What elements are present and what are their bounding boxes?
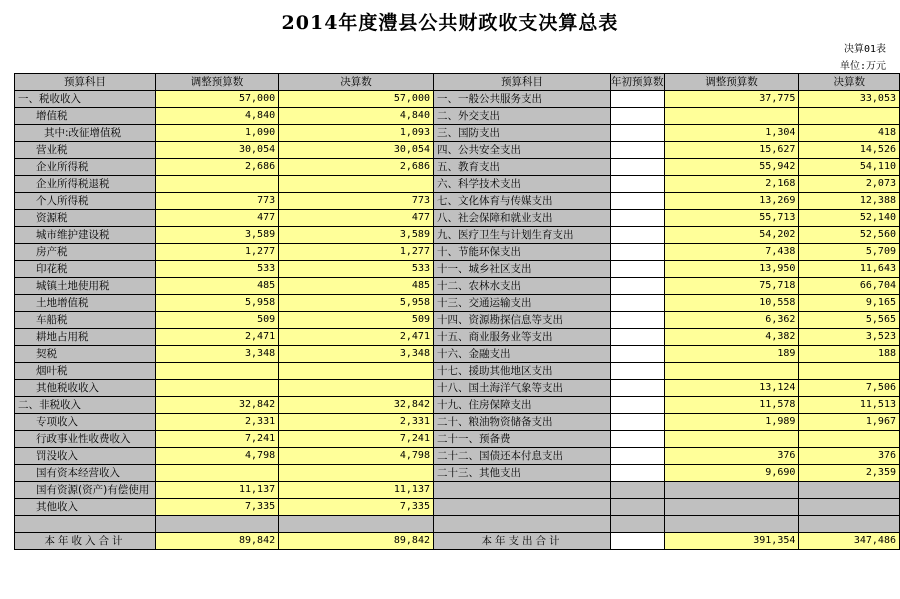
expense-initial [611, 465, 665, 482]
income-adjusted: 509 [155, 312, 278, 329]
expense-final: 11,643 [799, 261, 900, 278]
expense-final: 2,073 [799, 176, 900, 193]
expense-final: 418 [799, 125, 900, 142]
expense-adjusted: 11,578 [664, 397, 799, 414]
expense-item: 五、教育支出 [433, 159, 610, 176]
expense-initial [611, 176, 665, 193]
table-row [15, 346, 900, 363]
unit-label: 单位:万元 [839, 61, 886, 72]
expense-final: 12,388 [799, 193, 900, 210]
income-adjusted: 30,054 [155, 142, 278, 159]
expense-initial [611, 397, 665, 414]
table-row [15, 261, 900, 278]
expense-total-adjusted: 391,354 [664, 533, 799, 550]
header-income-final: 决算数 [279, 74, 434, 91]
income-adjusted: 485 [155, 278, 278, 295]
header-row [15, 74, 900, 91]
income-adjusted: 1,277 [155, 244, 278, 261]
expense-adjusted: 2,168 [664, 176, 799, 193]
income-adjusted: 533 [155, 261, 278, 278]
header-expense-item: 预算科目 [433, 74, 610, 91]
expense-final: 5,565 [799, 312, 900, 329]
expense-initial [611, 312, 665, 329]
income-adjusted [155, 465, 278, 482]
income-item: 耕地占用税 [15, 329, 156, 346]
income-final: 4,840 [279, 108, 434, 125]
income-adjusted: 3,348 [155, 346, 278, 363]
expense-item: 三、国防支出 [433, 125, 610, 142]
expense-final [799, 363, 900, 380]
income-final: 32,842 [279, 397, 434, 414]
table-row [15, 329, 900, 346]
income-item: 企业所得税退税 [15, 176, 156, 193]
expense-item: 十四、资源勘探信息等支出 [433, 312, 610, 329]
expense-initial [611, 346, 665, 363]
table-row [15, 482, 900, 499]
expense-item [433, 482, 610, 499]
income-adjusted: 4,798 [155, 448, 278, 465]
expense-adjusted: 55,942 [664, 159, 799, 176]
table-row [15, 431, 900, 448]
income-adjusted: 477 [155, 210, 278, 227]
income-adjusted [155, 380, 278, 397]
income-total-adjusted: 89,842 [155, 533, 278, 550]
expense-adjusted: 15,627 [664, 142, 799, 159]
expense-adjusted [664, 363, 799, 380]
income-item: 房产税 [15, 244, 156, 261]
expense-adjusted: 75,718 [664, 278, 799, 295]
header-expense-initial: 年初预算数 [611, 74, 665, 91]
expense-initial [611, 244, 665, 261]
table-row [15, 91, 900, 108]
income-item: 国有资源(资产)有偿使用 [15, 482, 156, 499]
income-item: 城市维护建设税 [15, 227, 156, 244]
expense-item: 十五、商业服务业等支出 [433, 329, 610, 346]
table-row [15, 176, 900, 193]
expense-initial [611, 159, 665, 176]
expense-adjusted: 54,202 [664, 227, 799, 244]
income-item: 国有资本经营收入 [15, 465, 156, 482]
expense-total-initial [611, 533, 665, 550]
expense-item: 十二、农林水支出 [433, 278, 610, 295]
table-row [15, 499, 900, 516]
expense-final: 9,165 [799, 295, 900, 312]
expense-adjusted: 55,713 [664, 210, 799, 227]
income-final: 7,241 [279, 431, 434, 448]
table-number: 决算01表 [843, 44, 886, 55]
expense-item: 十九、住房保障支出 [433, 397, 610, 414]
expense-adjusted: 13,269 [664, 193, 799, 210]
expense-item: 十一、城乡社区支出 [433, 261, 610, 278]
income-item: 其他税收收入 [15, 380, 156, 397]
expense-initial [611, 329, 665, 346]
expense-initial [611, 482, 665, 499]
table-row [15, 448, 900, 465]
expense-item [433, 499, 610, 516]
expense-adjusted [664, 431, 799, 448]
expense-initial [611, 380, 665, 397]
income-item: 营业税 [15, 142, 156, 159]
income-adjusted [155, 176, 278, 193]
expense-adjusted: 1,304 [664, 125, 799, 142]
expense-final: 52,560 [799, 227, 900, 244]
expense-item: 四、公共安全支出 [433, 142, 610, 159]
table-row [15, 312, 900, 329]
expense-adjusted [664, 108, 799, 125]
expense-item: 十、节能环保支出 [433, 244, 610, 261]
table-row [15, 516, 900, 533]
expense-initial [611, 227, 665, 244]
table-row [15, 244, 900, 261]
income-item: 个人所得税 [15, 193, 156, 210]
income-adjusted: 2,686 [155, 159, 278, 176]
expense-initial [611, 278, 665, 295]
income-adjusted: 11,137 [155, 482, 278, 499]
expense-initial [611, 108, 665, 125]
expense-item: 十七、援助其他地区支出 [433, 363, 610, 380]
expense-item: 十八、国土海洋气象等支出 [433, 380, 610, 397]
expense-item: 二十三、其他支出 [433, 465, 610, 482]
expense-final: 33,053 [799, 91, 900, 108]
expense-total-final: 347,486 [799, 533, 900, 550]
expense-initial [611, 210, 665, 227]
expense-final [799, 499, 900, 516]
income-final: 2,471 [279, 329, 434, 346]
income-item: 印花税 [15, 261, 156, 278]
expense-initial [611, 431, 665, 448]
income-final: 4,798 [279, 448, 434, 465]
income-adjusted: 1,090 [155, 125, 278, 142]
expense-adjusted: 1,989 [664, 414, 799, 431]
income-final [279, 465, 434, 482]
expense-final: 3,523 [799, 329, 900, 346]
income-final [279, 176, 434, 193]
expense-initial [611, 516, 665, 533]
expense-item: 二、外交支出 [433, 108, 610, 125]
expense-adjusted: 13,124 [664, 380, 799, 397]
expense-final: 5,709 [799, 244, 900, 261]
income-final [279, 363, 434, 380]
income-final: 2,686 [279, 159, 434, 176]
expense-adjusted: 6,362 [664, 312, 799, 329]
expense-adjusted: 37,775 [664, 91, 799, 108]
expense-adjusted [664, 499, 799, 516]
income-total-label: 本年收入合计 [15, 533, 156, 550]
income-final: 30,054 [279, 142, 434, 159]
income-item: 行政事业性收费收入 [15, 431, 156, 448]
income-item: 二、非税收入 [15, 397, 156, 414]
table-row [15, 380, 900, 397]
income-final: 1,277 [279, 244, 434, 261]
income-final: 1,093 [279, 125, 434, 142]
expense-item: 九、医疗卫生与计划生育支出 [433, 227, 610, 244]
table-row [15, 227, 900, 244]
expense-adjusted: 4,382 [664, 329, 799, 346]
table-row [15, 159, 900, 176]
expense-final: 188 [799, 346, 900, 363]
expense-final [799, 431, 900, 448]
table-row [15, 397, 900, 414]
income-final: 11,137 [279, 482, 434, 499]
income-final: 7,335 [279, 499, 434, 516]
income-adjusted: 57,000 [155, 91, 278, 108]
expense-final [799, 516, 900, 533]
expense-adjusted [664, 482, 799, 499]
expense-final: 11,513 [799, 397, 900, 414]
table-row [15, 278, 900, 295]
income-item [15, 516, 156, 533]
expense-final: 54,110 [799, 159, 900, 176]
income-item: 一、税收收入 [15, 91, 156, 108]
expense-final: 66,704 [799, 278, 900, 295]
income-final [279, 380, 434, 397]
table-row [15, 193, 900, 210]
expense-initial [611, 142, 665, 159]
income-adjusted: 32,842 [155, 397, 278, 414]
expense-final [799, 482, 900, 499]
expense-adjusted: 10,558 [664, 295, 799, 312]
expense-adjusted: 376 [664, 448, 799, 465]
header-income-adjusted: 调整预算数 [155, 74, 278, 91]
income-item: 罚没收入 [15, 448, 156, 465]
expense-item: 二十一、预备费 [433, 431, 610, 448]
income-item: 契税 [15, 346, 156, 363]
expense-initial [611, 363, 665, 380]
income-final: 57,000 [279, 91, 434, 108]
income-adjusted: 2,331 [155, 414, 278, 431]
income-final: 477 [279, 210, 434, 227]
expense-initial [611, 91, 665, 108]
expense-item: 二十、粮油物资储备支出 [433, 414, 610, 431]
income-item: 烟叶税 [15, 363, 156, 380]
income-adjusted: 773 [155, 193, 278, 210]
expense-initial [611, 448, 665, 465]
table-row [15, 210, 900, 227]
expense-final: 1,967 [799, 414, 900, 431]
budget-table [14, 73, 900, 550]
income-adjusted: 7,335 [155, 499, 278, 516]
income-item: 企业所得税 [15, 159, 156, 176]
income-adjusted: 7,241 [155, 431, 278, 448]
income-item: 土地增值税 [15, 295, 156, 312]
expense-initial [611, 414, 665, 431]
income-final: 485 [279, 278, 434, 295]
expense-item: 十六、金融支出 [433, 346, 610, 363]
table-row [15, 142, 900, 159]
header-expense-final: 决算数 [799, 74, 900, 91]
income-item: 其中:改征增值税 [15, 125, 156, 142]
income-final: 509 [279, 312, 434, 329]
header-expense-adjusted: 调整预算数 [664, 74, 799, 91]
totals-row [15, 533, 900, 550]
expense-final: 7,506 [799, 380, 900, 397]
income-adjusted: 4,840 [155, 108, 278, 125]
income-item: 专项收入 [15, 414, 156, 431]
income-final: 3,348 [279, 346, 434, 363]
expense-item [433, 516, 610, 533]
table-row [15, 465, 900, 482]
page-title: 2014年度澧县公共财政收支决算总表 [281, 12, 619, 34]
income-final: 773 [279, 193, 434, 210]
expense-adjusted: 13,950 [664, 261, 799, 278]
header-income-item: 预算科目 [15, 74, 156, 91]
expense-initial [611, 125, 665, 142]
income-item: 城镇土地使用税 [15, 278, 156, 295]
expense-adjusted: 189 [664, 346, 799, 363]
income-final: 3,589 [279, 227, 434, 244]
expense-adjusted: 7,438 [664, 244, 799, 261]
table-row [15, 125, 900, 142]
expense-initial [611, 499, 665, 516]
income-adjusted: 3,589 [155, 227, 278, 244]
expense-final [799, 108, 900, 125]
expense-total-label: 本年支出合计 [433, 533, 610, 550]
expense-item: 七、文化体育与传媒支出 [433, 193, 610, 210]
expense-item: 二十二、国债还本付息支出 [433, 448, 610, 465]
income-adjusted: 5,958 [155, 295, 278, 312]
income-item: 其他收入 [15, 499, 156, 516]
expense-item: 六、科学技术支出 [433, 176, 610, 193]
income-final: 2,331 [279, 414, 434, 431]
income-final: 5,958 [279, 295, 434, 312]
expense-item: 八、社会保障和就业支出 [433, 210, 610, 227]
expense-initial [611, 193, 665, 210]
expense-final: 52,140 [799, 210, 900, 227]
table-row [15, 363, 900, 380]
expense-initial [611, 295, 665, 312]
income-final: 533 [279, 261, 434, 278]
expense-adjusted: 9,690 [664, 465, 799, 482]
expense-final: 14,526 [799, 142, 900, 159]
expense-final: 376 [799, 448, 900, 465]
income-total-final: 89,842 [279, 533, 434, 550]
income-adjusted [155, 363, 278, 380]
expense-item: 一、一般公共服务支出 [433, 91, 610, 108]
income-item: 资源税 [15, 210, 156, 227]
table-row [15, 108, 900, 125]
income-final [279, 516, 434, 533]
income-adjusted [155, 516, 278, 533]
expense-item: 十三、交通运输支出 [433, 295, 610, 312]
income-item: 车船税 [15, 312, 156, 329]
expense-adjusted [664, 516, 799, 533]
expense-initial [611, 261, 665, 278]
table-row [15, 414, 900, 431]
income-item: 增值税 [15, 108, 156, 125]
income-adjusted: 2,471 [155, 329, 278, 346]
table-row [15, 295, 900, 312]
expense-final: 2,359 [799, 465, 900, 482]
